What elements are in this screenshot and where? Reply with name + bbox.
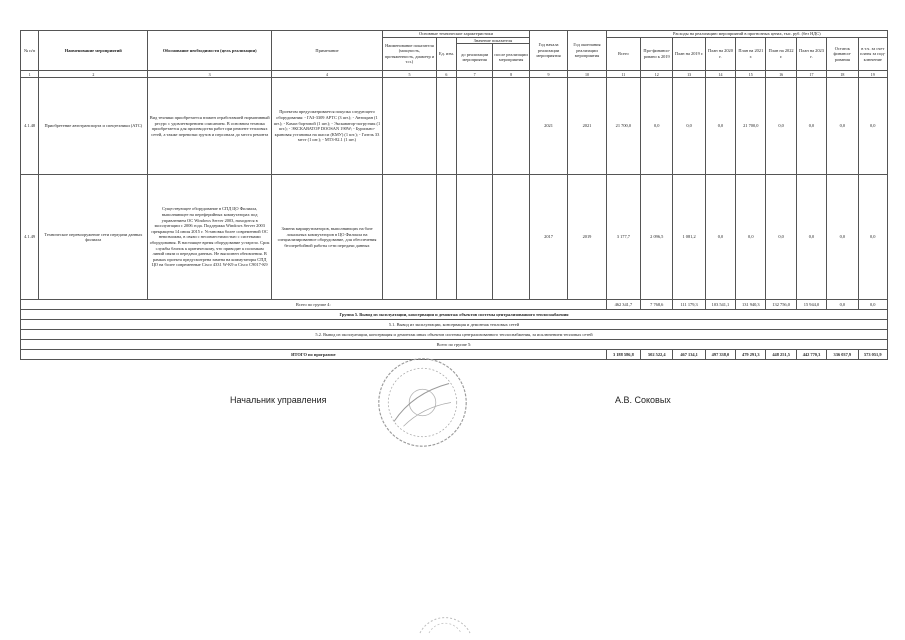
row-incl: 0,0	[858, 78, 887, 175]
row-description: Проектом предусматривается покупка следующего оборудования: - ГАЗ-3309 АРТС (3 шт.); - Автокран (1 шт.); - Камаз бортовой (1 шт.); - Экскаватор-погрузчик (1 шт.); - ЭКСКАВАТОР DOOSAN 190W; - Бурильно-крановая установка на шасси (КМУ) (1 шт.); - Газель 33 мест (1 шт.); - МТЗ-82.1 (1 шт.)	[271, 78, 382, 175]
row-plan2021: 21 700,0	[736, 78, 766, 175]
row-plan2019: 1 081,2	[673, 175, 705, 300]
row-plan2022: 0,0	[766, 175, 796, 300]
col-number: 1	[21, 71, 39, 78]
group-total-label: Всего по группе 4:	[21, 300, 607, 310]
subgroup-row	[21, 320, 888, 330]
group5-total-label: Всего по группе 5:	[21, 340, 888, 350]
hdr-description: Примечание	[271, 31, 382, 71]
grand-total-plan2019: 467 134,1	[673, 350, 705, 360]
hdr-year-start: Год начала реализации мероприятия	[529, 31, 567, 71]
col-number: 17	[796, 71, 826, 78]
row-remain: 0,0	[827, 78, 858, 175]
col-number: 4	[271, 71, 382, 78]
row-after	[493, 175, 529, 300]
col-number: 18	[827, 71, 858, 78]
signature-position: Начальник управления	[230, 395, 327, 405]
row-after	[493, 78, 529, 175]
row-plan2023: 0,0	[796, 78, 826, 175]
row-num: 4.1.49	[21, 175, 39, 300]
row-justification: Вид техники приобретается взамен отработавшей нормативный ресурс с удовлетворением списанием. В основном техника приобретается для производства работ при ремонте тепловых сетей, а также перевозки грузов и персонала до места ремонта	[148, 78, 271, 175]
group5-heading: Группа 5. Вывод из эксплуатации, консервация и демонтаж объектов системы централизованного теплоснабжения	[21, 310, 888, 320]
group-total-incl: 0,0	[858, 300, 887, 310]
grand-total-total: 3 188 586,8	[606, 350, 640, 360]
investment-program-table	[20, 30, 888, 360]
group-total-plan2021: 131 940,3	[736, 300, 766, 310]
hdr-total: Всего	[606, 37, 640, 71]
row-unit	[436, 78, 456, 175]
hdr-value: Значение показателя	[456, 37, 529, 44]
col-number: 12	[641, 71, 673, 78]
col-number: 5	[383, 71, 437, 78]
col-number: 16	[766, 71, 796, 78]
hdr-plan2019: План на 2019 г.	[673, 37, 705, 71]
hdr-num: № п/п	[21, 31, 39, 71]
grand-total-plan2023: 442 770,3	[796, 350, 826, 360]
row-total: 3 177,7	[606, 175, 640, 300]
row-total: 21 700,0	[606, 78, 640, 175]
row-financed: 0,0	[641, 78, 673, 175]
row-plan2021: 0,0	[736, 175, 766, 300]
col-number: 7	[456, 71, 492, 78]
row-financed: 2 096,5	[641, 175, 673, 300]
hdr-name: Наименование мероприятий	[39, 31, 148, 71]
table-row	[21, 78, 888, 175]
group5-total-row	[21, 340, 888, 350]
grand-total-label: ИТОГО по программе	[21, 350, 607, 360]
row-name: Техническое перевооружение сети передачи данных филиала	[39, 175, 148, 300]
group-total-total: 462 341,7	[606, 300, 640, 310]
row-plan2019: 0,0	[673, 78, 705, 175]
hdr-remain: Остаток финанси-рования	[827, 37, 858, 71]
group-total-plan2020: 103 541,1	[705, 300, 735, 310]
row-plan2023: 0,0	[796, 175, 826, 300]
seal-fragment	[415, 575, 475, 635]
hdr-plan2021: План на 2021 г.	[736, 37, 766, 71]
col-number: 9	[529, 71, 567, 78]
hdr-plan2022: План на 2022 г.	[766, 37, 796, 71]
row-measure	[383, 175, 437, 300]
col-number: 15	[736, 71, 766, 78]
col-number: 14	[705, 71, 735, 78]
subgroup-5-2: 5.2. Вывод из эксплуатации, консервация и демонтаж иных объектов системы централизованного теплоснабжения, за исключением тепловых сетей	[21, 330, 888, 340]
col-number: 2	[39, 71, 148, 78]
col-number: 19	[858, 71, 887, 78]
row-plan2020: 0,0	[705, 175, 735, 300]
hdr-plan2023: План на 2023 г.	[796, 37, 826, 71]
row-name: Приобретение автотранспорта и спецтехники (АТС)	[39, 78, 148, 175]
hdr-justification: Обоснование необходимости (цель реализации)	[148, 31, 271, 71]
hdr-financed: Про-финанси-ровано к 2019	[641, 37, 673, 71]
row-year-start: 2021	[529, 78, 567, 175]
table-row	[21, 175, 888, 300]
hdr-measure: Наименование показателя (мощность, протяженность, диаметр и т.п.)	[383, 37, 437, 71]
row-before	[456, 175, 492, 300]
col-number: 10	[568, 71, 606, 78]
col-number: 13	[673, 71, 705, 78]
row-plan2020: 0,0	[705, 78, 735, 175]
group-total-plan2023: 15 944,0	[796, 300, 826, 310]
group-total-plan2019: 111 179,3	[673, 300, 705, 310]
col-number: 6	[436, 71, 456, 78]
row-plan2022: 0,0	[766, 78, 796, 175]
official-seal-stamp	[375, 355, 470, 450]
group-total-financed: 7 768,6	[641, 300, 673, 310]
hdr-year-end: Год окончания реализации мероприятия	[568, 31, 606, 71]
row-measure	[383, 78, 437, 175]
grand-total-remain: 336 037,9	[827, 350, 858, 360]
grand-total-plan2022: 448 251,5	[766, 350, 796, 360]
hdr-main-chars: Основные технические характеристики	[383, 31, 530, 38]
row-year-start: 2017	[529, 175, 567, 300]
grand-total-plan2020: 497 338,0	[705, 350, 735, 360]
col-number: 8	[493, 71, 529, 78]
row-incl: 0,0	[858, 175, 887, 300]
row-remain: 0,0	[827, 175, 858, 300]
grand-total-financed: 502 522,4	[641, 350, 673, 360]
grand-total-incl: 573 051,9	[858, 350, 887, 360]
row-justification: Существующее оборудование в СПД ЦО Филиала, выполняющее на переферийных коммутаторах под управлением ОС Windows Server 2003, находится в эксплуатации с 2006 года. Поддержка Windows Server 2003 прекращена 14 июля 2015 г. Установка более современной ОС невозможна, в связи с несовместимостью с системами оборудования. В настоящее время оборудование устарело. Срок службы близок к критическому, что приводит к поломкам линий связи и передачи данных. Не выполнен обновления. В рамках проекта предусмотрена замена на коммутаторы СПД ЦО на более современные Cisco 4331 W-K9 и Cisco C9017-K9	[148, 175, 271, 300]
row-description: Замена маршрутизаторов, выполняющих на базе локальных коммутаторов в ЦО Филиала на специализированное оборудование, для обеспечения бесперебойной работы сети передачи данных	[271, 175, 382, 300]
col-number: 11	[606, 71, 640, 78]
hdr-before: до реализации мероприятия	[456, 44, 492, 71]
hdr-incl-pay: в т.ч. за счет платы за под-ключение	[858, 37, 887, 71]
hdr-after: после реализации мероприятия	[493, 44, 529, 71]
subgroup-row	[21, 330, 888, 340]
group5-heading-row	[21, 310, 888, 320]
group-total-remain: 0,0	[827, 300, 858, 310]
row-year-end: 2021	[568, 78, 606, 175]
row-unit	[436, 175, 456, 300]
group-total-row	[21, 300, 888, 310]
group-total-plan2022: 132 756,0	[766, 300, 796, 310]
col-number: 3	[148, 71, 271, 78]
row-num: 4.1.48	[21, 78, 39, 175]
signature-name: А.В. Соковых	[615, 395, 671, 405]
row-year-end: 2019	[568, 175, 606, 300]
grand-total-plan2021: 479 291,3	[736, 350, 766, 360]
column-numbers-row	[21, 71, 888, 78]
hdr-expenses: Расходы на реализацию мероприятий в прогнозных ценах, тыс. руб. (без НДС)	[606, 31, 887, 38]
row-before	[456, 78, 492, 175]
hdr-plan2020: План на 2020 г.	[705, 37, 735, 71]
subgroup-5-1: 5.1. Вывод из эксплуатации, консервация и демонтаж тепловых сетей	[21, 320, 888, 330]
hdr-unit: Ед. изм.	[436, 37, 456, 71]
